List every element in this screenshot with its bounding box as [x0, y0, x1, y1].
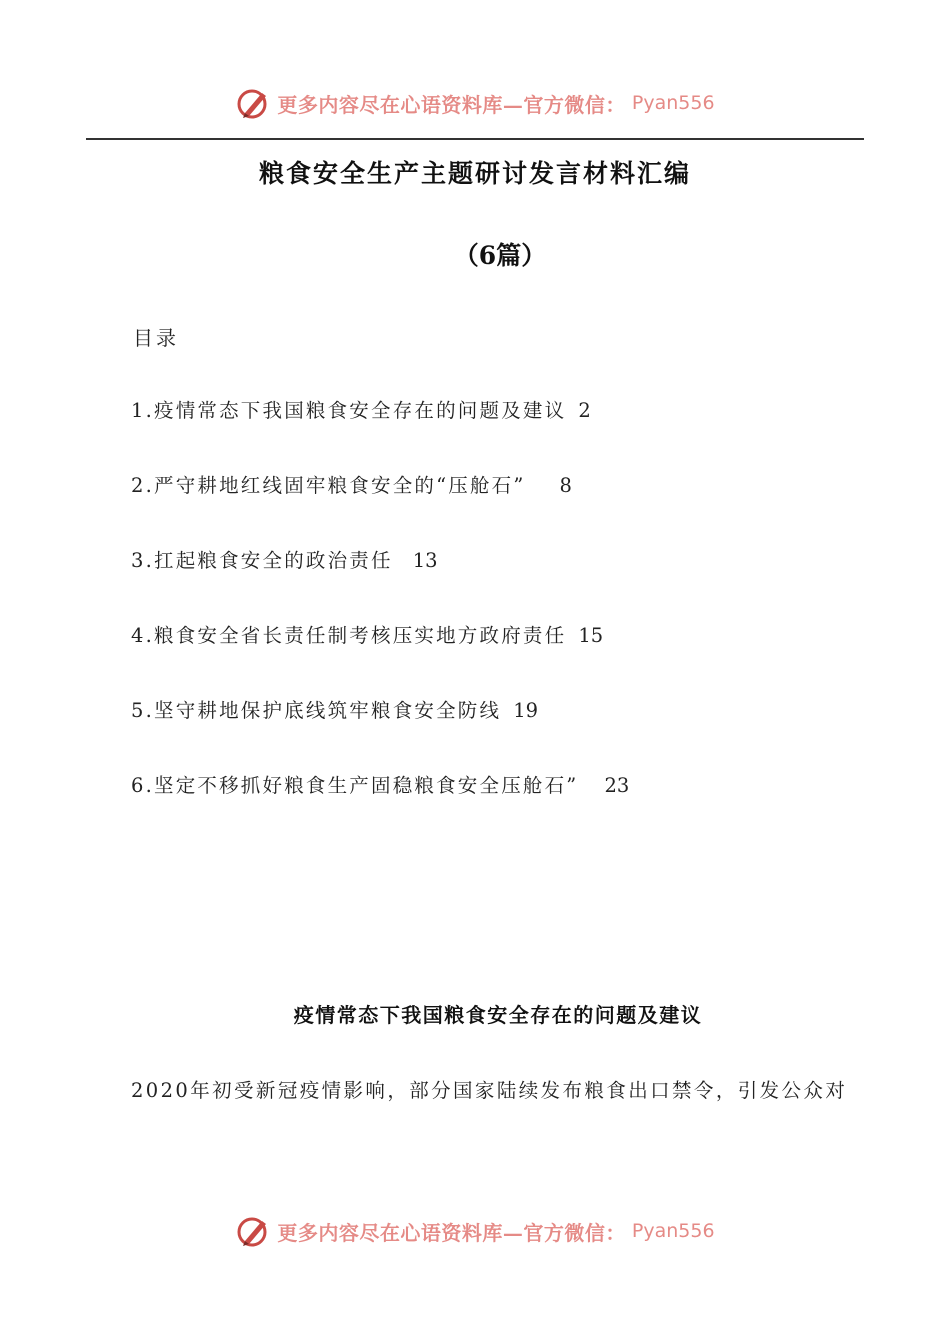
toc-item-page: 2 — [578, 399, 591, 422]
header-rule — [86, 138, 864, 140]
brand-text: 更多内容尽在心语资料库—官方微信： — [277, 92, 626, 117]
page-header — [0, 82, 950, 124]
toc-item-page: 19 — [513, 699, 539, 722]
table-of-contents — [131, 396, 629, 846]
toc-item-label: 2.严守耕地红线固牢粮食安全的“压舱石” — [131, 474, 526, 497]
toc-item-page: 15 — [578, 624, 604, 647]
toc-item[interactable] — [131, 546, 629, 621]
body-paragraph: 2020年初受新冠疫情影响，部分国家陆续发布粮食出口禁令，引发公众对 — [131, 1079, 848, 1102]
toc-item[interactable] — [131, 771, 629, 846]
toc-item-label: 3.扛起粮食安全的政治责任 — [131, 549, 393, 572]
document-subtitle: （6篇） — [453, 241, 547, 270]
brand-wechat-id: Pyan556 — [631, 1220, 715, 1242]
toc-item-label: 5.坚守耕地保护底线筑牢粮食安全防线 — [131, 699, 502, 722]
toc-heading: 目录 — [133, 326, 179, 350]
toc-item-label: 1.疫情常态下我国粮食安全存在的问题及建议 — [131, 399, 567, 422]
brand-text: 更多内容尽在心语资料库—官方微信： — [277, 1220, 626, 1245]
brand-wechat-id: Pyan556 — [631, 92, 715, 114]
pen-logo-icon — [235, 85, 271, 121]
toc-item-label: 6.坚定不移抓好粮食生产固稳粮食安全压舱石” — [131, 774, 579, 797]
toc-item[interactable] — [131, 396, 629, 471]
toc-item-page: 23 — [604, 774, 630, 797]
document-title: 粮食安全生产主题研讨发言材料汇编 — [258, 159, 691, 188]
toc-item-page: 8 — [559, 474, 572, 497]
toc-item[interactable] — [131, 696, 629, 771]
toc-item[interactable] — [131, 471, 629, 546]
pen-logo-icon — [235, 1213, 271, 1249]
toc-item-page: 13 — [412, 549, 438, 572]
toc-item-label: 4.粮食安全省长责任制考核压实地方政府责任 — [131, 624, 567, 647]
section-title: 疫情常态下我国粮食安全存在的问题及建议 — [293, 1003, 703, 1027]
page-footer — [0, 1210, 950, 1252]
toc-item[interactable] — [131, 621, 629, 696]
